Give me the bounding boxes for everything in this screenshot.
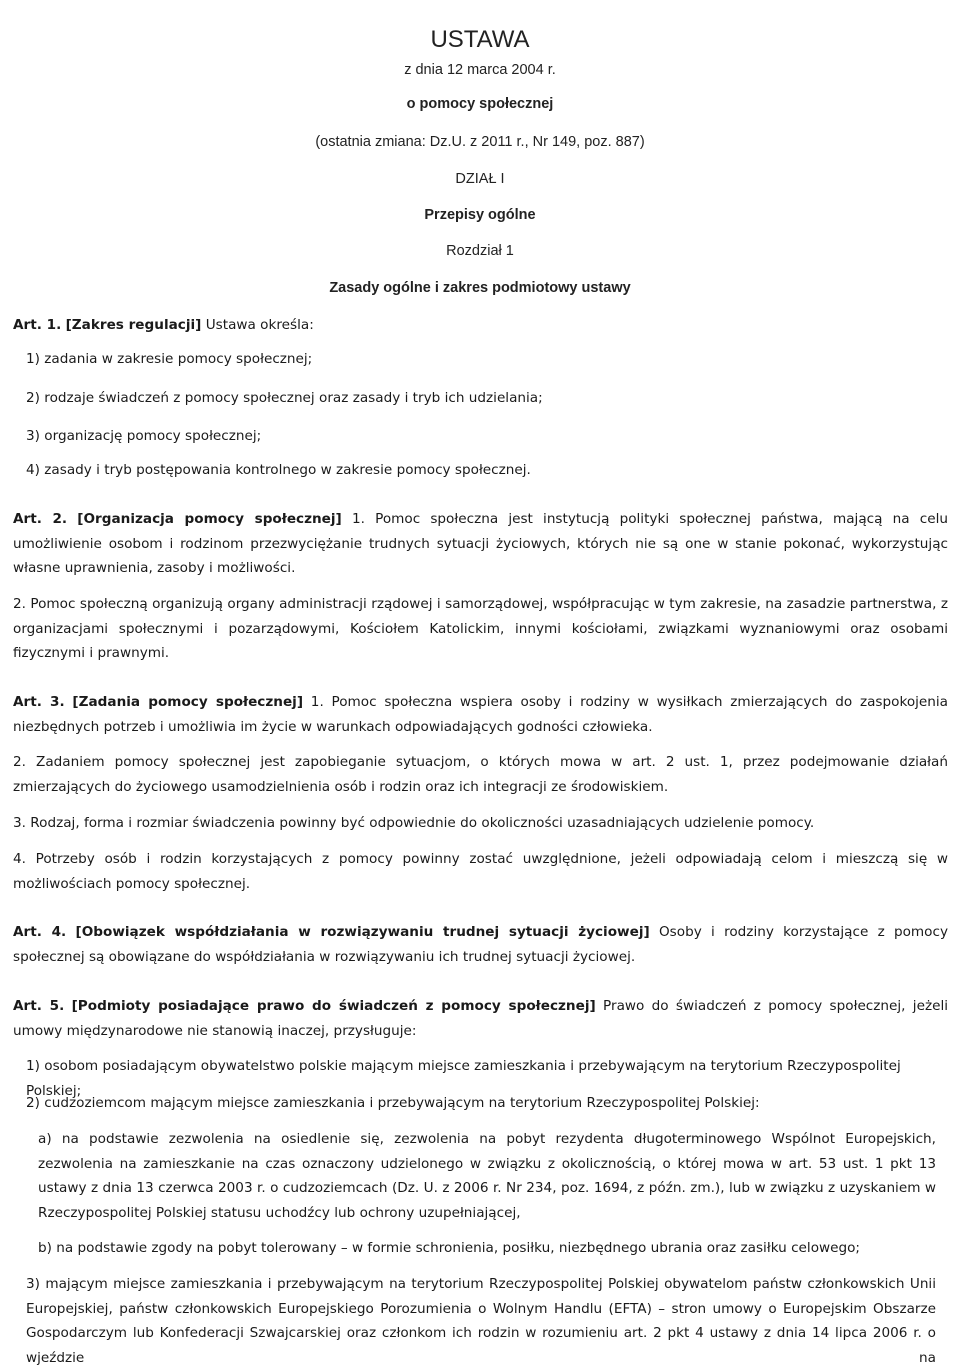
paragraph-number: 1. [310,694,324,710]
paragraph-text: Pomoc społeczna wspiera osoby i rodziny w wysiłkach zmierzających do zaspokojenia niezbędnych potrzeb i umożliwia im życie w warunkach odpowiadających godności człowieka. [13,694,949,735]
article-text: Ustawa określa: [205,317,314,333]
art-1-item-1: 1) zadania w zakresie pomocy społecznej; [26,351,313,367]
article-heading: [Organizacja pomocy społecznej] [77,511,342,527]
art-5-item-1: 1) osobom posiadającym obywatelstwo polskie mającym miejsce zamieszkania i przebywającym na terytorium Rzeczypospolitej Polskiej; [26,1058,901,1099]
art-3-para-1 [13,690,948,739]
art-5-item-2: 2) cudzoziemcom mającym miejsce zamieszkania i przebywającym na terytorium Rzeczypospolitej Polskiej: [26,1095,760,1111]
art-1-intro [13,313,948,338]
chapter-label: Rozdział 1 [446,243,514,259]
art-5-item-2b: b) na podstawie zgody na pobyt tolerowany – w formie schronienia, posiłku, niezbędnego ubrania oraz zasiłku celowego; [38,1240,861,1256]
art-3-para-4: 4. Potrzeby osób i rodzin korzystających z pomocy powinny zostać uwzględnione, jeżeli odpowiadają celom i mieszczą się w możliwościach pomocy społecznej. [13,851,948,892]
article-text: Prawo do świadczeń z pomocy społecznej, jeżeli umowy międzynarodowe nie stanowią inaczej, przysługuje: [13,998,948,1039]
art-2-para-1 [13,507,948,581]
chapter-title: Zasady ogólne i zakres podmiotowy ustawy [329,280,631,296]
art-5-item-2a: a) na podstawie zezwolenia na osiedlenie się, zezwolenia na pobyt rezydenta długoterminowego Wspólnot Europejskich, zezwolenia na zamieszkanie na czas oznaczony udzielonego w związku z okolicznością, o której mowa w art. 53 ust. 1 pkt 13 ustawy z dnia 13 czerwca 2003 r. o cudzoziemcach (Dz. U. z 2006 r. Nr 234, poz. 1694, z późn. zm.), lub w związku z uzyskaniem w Rzeczypospolitej Polskiej statusu uchodźcy lub ochrony uzupełniającej, [38,1131,936,1221]
art-4-text [13,920,948,969]
art-3-para-3: 3. Rodzaj, forma i rozmiar świadczenia powinny być odpowiednie do okoliczności uzasadniających udzielenie pomocy. [13,815,815,831]
art-1-item-2: 2) rodzaje świadczeń z pomocy społecznej oraz zasady i tryb ich udzielania; [26,390,543,406]
act-subject: o pomocy społecznej [406,96,554,112]
division-title: Przepisy ogólne [424,207,536,223]
division-label: DZIAŁ I [455,171,505,187]
article-heading: [Obowiązek współdziałania w rozwiązywaniu trudnej sytuacji życiowej] [75,924,650,940]
act-title: USTAWA [430,26,530,53]
article-label: Art. 4. [13,924,67,940]
article-label: Art. 1. [13,317,62,333]
art-1-item-4: 4) zasady i tryb postępowania kontrolnego w zakresie pomocy społecznej. [26,462,531,478]
art-1-item-3: 3) organizację pomocy społecznej; [26,428,262,444]
article-label: Art. 3. [13,694,65,710]
article-heading: [Zakres regulacji] [65,317,202,333]
art-3-para-2: 2. Zadaniem pomocy społecznej jest zapobieganie sytuacjom, o których mowa w art. 2 ust. 1, przez podejmowanie działań zmierzających do życiowego usamodzielnienia osób i rodzin oraz ich integracji ze środowiskiem. [13,754,948,795]
article-text: Osoby i rodziny korzystające z pomocy społecznej są obowiązane do współdziałania w rozwiązywaniu ich trudnej sytuacji życiowej. [13,924,949,965]
act-date: z dnia 12 marca 2004 r. [404,62,556,78]
art-5-item-3: 3) mającym miejsce zamieszkania i przebywającym na terytorium Rzeczypospolitej Polskiej obywatelom państw członkowskich Unii Europejskiej, państw członkowskich Europejskiego Porozumienia o Wolnym Handlu (EFTA) – stron umowy o Europejskim Obszarze Gospodarczym lub Konfederacji Szwajcarskiej oraz członkom ich rodzin w rozumieniu art. 2 pkt 4 ustawy z dnia 14 lipca 2006 r. o wjeździe na [26,1276,936,1366]
paragraph-text: Pomoc społeczna jest instytucją polityki społecznej państwa, mającą na celu umożliwienie osobom i rodzinom przezwyciężanie trudnych sytuacji życiowych, których nie są one w stanie pokonać, wykorzystując własne uprawnienia, zasoby i możliwości. [13,511,948,576]
article-label: Art. 2. [13,511,68,527]
article-label: Art. 5. [13,998,65,1014]
article-heading: [Zadania pomocy społecznej] [72,694,304,710]
amendment-note: (ostatnia zmiana: Dz.U. z 2011 r., Nr 149, poz. 887) [315,134,645,150]
paragraph-number: 1. [351,511,365,527]
art-5-intro [13,994,948,1043]
art-2-para-2: 2. Pomoc społeczną organizują organy administracji rządowej i samorządowej, współpracując w tym zakresie, na zasadzie partnerstwa, z organizacjami społecznymi i pozarządowymi, Kościołem Katolickim, innymi kościołami, związkami wyznaniowymi oraz osobami fizycznymi i prawnymi. [13,596,948,661]
article-heading: [Podmioty posiadające prawo do świadczeń z pomocy społecznej] [71,998,596,1014]
